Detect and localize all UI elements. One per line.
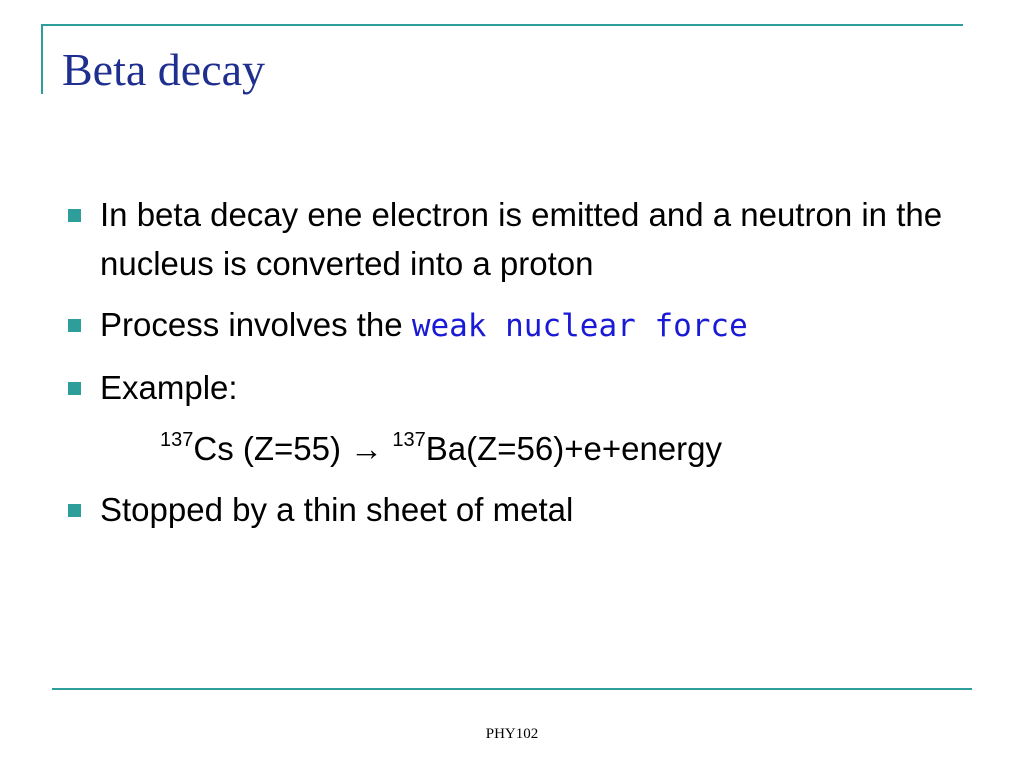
weak-nuclear-force-emphasis: weak nuclear force (411, 308, 748, 344)
bullet-item-beta-decay-definition (62, 190, 962, 288)
bottom-accent-line (52, 688, 972, 690)
bullet-item-stopping (62, 485, 962, 534)
bullet-text: Stopped by a thin sheet of metal (100, 491, 574, 528)
square-bullet-icon (68, 382, 81, 395)
right-arrow-icon: → (350, 430, 384, 467)
bullet-item-example (62, 363, 962, 412)
equation-right-side: Ba(Z=56)+e+energy (425, 430, 722, 467)
bullet-list (62, 190, 962, 546)
square-bullet-icon (68, 504, 81, 517)
top-accent-line (41, 24, 963, 26)
cesium-mass-number: 137 (160, 429, 194, 451)
barium-mass-number: 137 (392, 429, 426, 451)
decay-equation (62, 424, 962, 473)
bullet-text: In beta decay ene electron is emitted and a neutron in the nucleus is converted into a proton (100, 196, 943, 282)
slide-title: Beta decay (62, 44, 266, 95)
bullet-text: Example: (100, 369, 238, 406)
square-bullet-icon (68, 319, 81, 332)
square-bullet-icon (68, 209, 81, 222)
bullet-text: Process involves the (100, 306, 412, 343)
bullet-item-process (62, 300, 962, 351)
left-accent-line (41, 24, 43, 94)
equation-left-side: Cs (Z=55) (193, 430, 351, 467)
slide-footer: PHY102 (485, 726, 539, 742)
